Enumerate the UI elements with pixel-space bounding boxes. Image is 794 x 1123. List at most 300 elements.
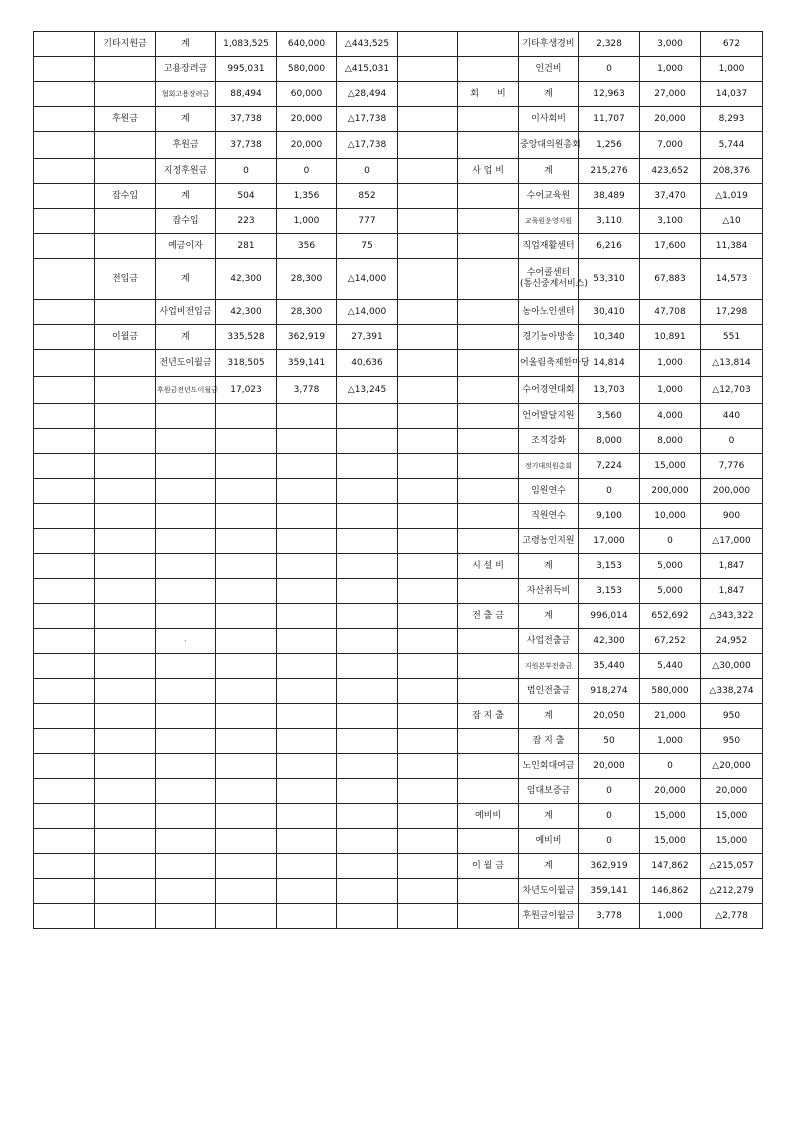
table-cell (216, 854, 277, 879)
table-cell: △443,525 (337, 32, 398, 57)
table-row (34, 679, 763, 704)
table-cell: 계 (519, 704, 579, 729)
table-cell (458, 377, 519, 404)
table-cell (398, 429, 458, 454)
table-cell (398, 184, 458, 209)
table-cell: 42,300 (216, 259, 277, 300)
table-cell (216, 629, 277, 654)
table-cell: 15,000 (701, 829, 763, 854)
table-cell: 11,384 (701, 234, 763, 259)
table-cell: 계 (156, 259, 216, 300)
table-cell (95, 234, 156, 259)
table-cell: 53,310 (579, 259, 640, 300)
table-cell: 20,000 (640, 779, 701, 804)
table-cell (337, 604, 398, 629)
table-cell: 사업전출금 (519, 629, 579, 654)
table-cell (95, 679, 156, 704)
table-cell (398, 57, 458, 82)
table-cell (95, 300, 156, 325)
table-cell: 경기농아방송 (519, 325, 579, 350)
table-cell: 440 (701, 404, 763, 429)
table-cell (216, 829, 277, 854)
table-cell: 전 출 금 (458, 604, 519, 629)
table-cell: 1,000 (640, 57, 701, 82)
table-cell: △13,245 (337, 377, 398, 404)
table-cell (156, 854, 216, 879)
table-cell: △415,031 (337, 57, 398, 82)
table-cell (156, 729, 216, 754)
table-cell: 15,000 (701, 804, 763, 829)
table-cell: 3,153 (579, 554, 640, 579)
table-cell: 임원연수 (519, 479, 579, 504)
table-row (34, 32, 763, 57)
table-cell (337, 879, 398, 904)
table-cell (34, 132, 95, 159)
table-cell (398, 209, 458, 234)
table-row (34, 377, 763, 404)
table-cell: △12,703 (701, 377, 763, 404)
table-cell: 67,883 (640, 259, 701, 300)
table-cell: 11,707 (579, 107, 640, 132)
table-cell (398, 754, 458, 779)
table-cell: 359,141 (277, 350, 337, 377)
table-cell: 318,505 (216, 350, 277, 377)
table-row (34, 829, 763, 854)
table-cell (34, 325, 95, 350)
table-cell: 30,410 (579, 300, 640, 325)
table-cell: △2,778 (701, 904, 763, 929)
table-cell: 3,110 (579, 209, 640, 234)
table-cell (337, 629, 398, 654)
table-cell: 직업재활센터 (519, 234, 579, 259)
table-cell (34, 377, 95, 404)
table-cell: 20,000 (579, 754, 640, 779)
table-cell: 계 (156, 32, 216, 57)
table-cell: 20,050 (579, 704, 640, 729)
table-cell: 580,000 (640, 679, 701, 704)
table-row (34, 404, 763, 429)
table-cell (34, 779, 95, 804)
table-cell: 362,919 (579, 854, 640, 879)
table-cell (277, 554, 337, 579)
table-cell (398, 854, 458, 879)
table-cell: △17,738 (337, 132, 398, 159)
table-cell: 5,440 (640, 654, 701, 679)
table-cell (398, 479, 458, 504)
table-cell: 이사회비 (519, 107, 579, 132)
table-cell (277, 429, 337, 454)
table-cell (398, 529, 458, 554)
table-cell (216, 879, 277, 904)
table-cell (277, 804, 337, 829)
table-cell (156, 654, 216, 679)
table-cell: 47,708 (640, 300, 701, 325)
budget-table (33, 31, 763, 929)
table-row (34, 107, 763, 132)
table-cell: 3,153 (579, 579, 640, 604)
table-cell: △215,057 (701, 854, 763, 879)
table-cell (337, 704, 398, 729)
table-cell: 노인회대여금 (519, 754, 579, 779)
table-cell: 672 (701, 32, 763, 57)
table-cell (34, 454, 95, 479)
table-cell (156, 404, 216, 429)
table-cell (398, 350, 458, 377)
table-cell (34, 57, 95, 82)
table-cell (34, 829, 95, 854)
table-cell: △212,279 (701, 879, 763, 904)
table-cell: 5,000 (640, 554, 701, 579)
table-cell: 504 (216, 184, 277, 209)
table-cell: 기타후생경비 (519, 32, 579, 57)
table-row (34, 300, 763, 325)
table-cell: △20,000 (701, 754, 763, 779)
table-cell: 0 (337, 159, 398, 184)
table-cell (398, 325, 458, 350)
table-cell: 17,023 (216, 377, 277, 404)
table-cell: 어울림축제한마당 (519, 350, 579, 377)
table-cell (277, 604, 337, 629)
table-cell (398, 554, 458, 579)
table-row (34, 325, 763, 350)
table-cell: 551 (701, 325, 763, 350)
table-cell (398, 704, 458, 729)
table-cell (156, 529, 216, 554)
table-row (34, 779, 763, 804)
table-cell (95, 829, 156, 854)
table-row (34, 529, 763, 554)
table-cell: 잡수입 (156, 209, 216, 234)
table-cell: 40,636 (337, 350, 398, 377)
table-cell (34, 479, 95, 504)
table-cell: 8,000 (640, 429, 701, 454)
table-cell: 1,356 (277, 184, 337, 209)
table-cell (95, 350, 156, 377)
table-cell: △17,000 (701, 529, 763, 554)
table-cell (95, 504, 156, 529)
table-cell (34, 259, 95, 300)
table-cell: △17,738 (337, 107, 398, 132)
table-cell (398, 404, 458, 429)
table-cell: 1,000 (640, 904, 701, 929)
table-cell (277, 454, 337, 479)
table-cell: 42,300 (216, 300, 277, 325)
table-cell: 359,141 (579, 879, 640, 904)
table-cell: 28,300 (277, 259, 337, 300)
table-cell (216, 429, 277, 454)
table-cell: 1,847 (701, 579, 763, 604)
table-cell (398, 904, 458, 929)
table-cell: 기타지원금 (95, 32, 156, 57)
table-cell: 14,037 (701, 82, 763, 107)
table-cell (156, 704, 216, 729)
table-cell: 자산취득비 (519, 579, 579, 604)
table-cell (398, 377, 458, 404)
table-cell: △14,000 (337, 259, 398, 300)
table-cell: 652,692 (640, 604, 701, 629)
table-cell (337, 579, 398, 604)
table-cell: 고령농인지원 (519, 529, 579, 554)
table-cell (458, 829, 519, 854)
table-cell (398, 234, 458, 259)
table-cell (458, 350, 519, 377)
table-cell (458, 429, 519, 454)
table-cell (277, 504, 337, 529)
table-cell: 9,100 (579, 504, 640, 529)
table-cell: 215,276 (579, 159, 640, 184)
table-cell: 42,300 (579, 629, 640, 654)
table-cell: 17,600 (640, 234, 701, 259)
table-cell (398, 654, 458, 679)
table-cell: 423,652 (640, 159, 701, 184)
table-row (34, 604, 763, 629)
table-cell (277, 629, 337, 654)
table-row (34, 854, 763, 879)
table-cell (34, 429, 95, 454)
table-cell (156, 504, 216, 529)
table-cell (95, 57, 156, 82)
table-cell (156, 554, 216, 579)
table-cell: 7,776 (701, 454, 763, 479)
table-cell (458, 454, 519, 479)
table-cell (95, 604, 156, 629)
table-cell: 7,224 (579, 454, 640, 479)
table-cell: 21,000 (640, 704, 701, 729)
table-cell (34, 159, 95, 184)
table-row (34, 804, 763, 829)
table-row (34, 57, 763, 82)
table-cell: 계 (519, 804, 579, 829)
table-cell: 3,560 (579, 404, 640, 429)
table-cell (34, 729, 95, 754)
table-cell: 852 (337, 184, 398, 209)
table-cell: 24,952 (701, 629, 763, 654)
table-row (34, 234, 763, 259)
table-cell: 수어교육원 (519, 184, 579, 209)
table-cell (398, 82, 458, 107)
table-cell (156, 804, 216, 829)
table-cell (398, 504, 458, 529)
table-cell: 법인전출금 (519, 679, 579, 704)
table-cell (398, 779, 458, 804)
table-cell (34, 704, 95, 729)
table-cell: 200,000 (701, 479, 763, 504)
table-cell: 362,919 (277, 325, 337, 350)
table-cell: 4,000 (640, 404, 701, 429)
table-cell (398, 679, 458, 704)
table-cell (34, 754, 95, 779)
table-cell: 3,778 (579, 904, 640, 929)
table-cell (216, 679, 277, 704)
table-cell (398, 259, 458, 300)
table-cell: 0 (277, 159, 337, 184)
table-cell (216, 504, 277, 529)
table-cell (216, 579, 277, 604)
table-cell: 지원본부전출금 (519, 654, 579, 679)
table-cell (337, 804, 398, 829)
table-cell: 14,573 (701, 259, 763, 300)
table-cell: 회 비 (458, 82, 519, 107)
table-cell (34, 32, 95, 57)
table-row (34, 579, 763, 604)
table-cell: 지정후원금 (156, 159, 216, 184)
table-cell: 3,100 (640, 209, 701, 234)
table-cell (216, 654, 277, 679)
table-row (34, 654, 763, 679)
table-cell (458, 57, 519, 82)
table-cell (458, 259, 519, 300)
table-row (34, 904, 763, 929)
table-cell (95, 159, 156, 184)
table-cell (458, 32, 519, 57)
table-cell: 335,528 (216, 325, 277, 350)
table-cell (398, 879, 458, 904)
table-cell (34, 209, 95, 234)
table-cell (398, 159, 458, 184)
table-cell (95, 554, 156, 579)
table-cell (216, 554, 277, 579)
table-cell (398, 629, 458, 654)
table-cell: 15,000 (640, 454, 701, 479)
table-cell (277, 904, 337, 929)
table-cell (216, 779, 277, 804)
table-cell (95, 209, 156, 234)
table-cell: 918,274 (579, 679, 640, 704)
table-cell: 20,000 (277, 107, 337, 132)
table-cell (95, 529, 156, 554)
table-cell: 차년도이월금 (519, 879, 579, 904)
table-cell (156, 754, 216, 779)
table-cell (34, 879, 95, 904)
table-cell: 8,000 (579, 429, 640, 454)
table-cell (398, 32, 458, 57)
table-cell (337, 504, 398, 529)
table-cell: 3,000 (640, 32, 701, 57)
table-cell (277, 579, 337, 604)
table-cell (458, 504, 519, 529)
table-cell (34, 554, 95, 579)
table-cell (34, 234, 95, 259)
table-cell: 0 (216, 159, 277, 184)
table-cell: 2,328 (579, 32, 640, 57)
table-row (34, 350, 763, 377)
table-cell: 조직강화 (519, 429, 579, 454)
table-cell: △13,814 (701, 350, 763, 377)
table-cell (216, 479, 277, 504)
table-cell: 후원금전년도이월금 (156, 377, 216, 404)
table-cell: 직원연수 (519, 504, 579, 529)
table-cell (277, 704, 337, 729)
table-body (34, 32, 763, 929)
table-cell (216, 729, 277, 754)
table-cell (216, 604, 277, 629)
table-cell (277, 854, 337, 879)
table-cell (95, 132, 156, 159)
table-cell: 인건비 (519, 57, 579, 82)
table-cell (95, 579, 156, 604)
table-cell (216, 404, 277, 429)
table-cell: 35,440 (579, 654, 640, 679)
table-cell (95, 804, 156, 829)
table-row (34, 554, 763, 579)
table-cell (156, 604, 216, 629)
table-cell: 950 (701, 729, 763, 754)
table-cell: △28,494 (337, 82, 398, 107)
table-cell (458, 679, 519, 704)
table-cell: 15,000 (640, 804, 701, 829)
table-cell (95, 377, 156, 404)
table-row (34, 184, 763, 209)
table-cell (337, 779, 398, 804)
table-cell: 1,847 (701, 554, 763, 579)
table-cell (34, 107, 95, 132)
table-cell: 이월금 (95, 325, 156, 350)
table-cell: 고용장려금 (156, 57, 216, 82)
table-cell (216, 454, 277, 479)
table-cell (458, 325, 519, 350)
table-cell (95, 429, 156, 454)
table-cell (95, 404, 156, 429)
table-cell (337, 454, 398, 479)
table-cell (277, 404, 337, 429)
table-cell: 1,000 (640, 729, 701, 754)
table-cell (337, 854, 398, 879)
table-cell: 356 (277, 234, 337, 259)
table-cell: 0 (640, 529, 701, 554)
table-cell (34, 679, 95, 704)
table-cell: 0 (579, 829, 640, 854)
table-cell: 37,470 (640, 184, 701, 209)
table-cell (95, 754, 156, 779)
table-cell (337, 729, 398, 754)
table-cell: 교육원운영지원 (519, 209, 579, 234)
table-cell: △343,322 (701, 604, 763, 629)
table-cell: 1,000 (640, 350, 701, 377)
stray-mark: ` (184, 640, 188, 648)
table-cell (95, 629, 156, 654)
table-cell (95, 704, 156, 729)
table-row (34, 479, 763, 504)
table-cell (34, 654, 95, 679)
table-cell: 계 (156, 107, 216, 132)
table-row (34, 132, 763, 159)
table-cell: 88,494 (216, 82, 277, 107)
table-cell: 900 (701, 504, 763, 529)
table-cell: 200,000 (640, 479, 701, 504)
table-cell (95, 779, 156, 804)
table-cell: 580,000 (277, 57, 337, 82)
table-cell (277, 754, 337, 779)
table-cell: 10,000 (640, 504, 701, 529)
table-cell: 계 (519, 604, 579, 629)
table-cell (34, 629, 95, 654)
table-cell (398, 829, 458, 854)
table-cell: 67,252 (640, 629, 701, 654)
table-cell: 후원금 (95, 107, 156, 132)
table-cell: 후원금 (156, 132, 216, 159)
table-cell: 잡수입 (95, 184, 156, 209)
table-row (34, 629, 763, 654)
table-cell (398, 604, 458, 629)
table-cell (156, 479, 216, 504)
table-cell (458, 404, 519, 429)
table-cell: 정기대의원총회 (519, 454, 579, 479)
table-row (34, 209, 763, 234)
table-cell: 146,862 (640, 879, 701, 904)
table-cell: 계 (519, 159, 579, 184)
table-cell: 14,814 (579, 350, 640, 377)
table-cell: △30,000 (701, 654, 763, 679)
